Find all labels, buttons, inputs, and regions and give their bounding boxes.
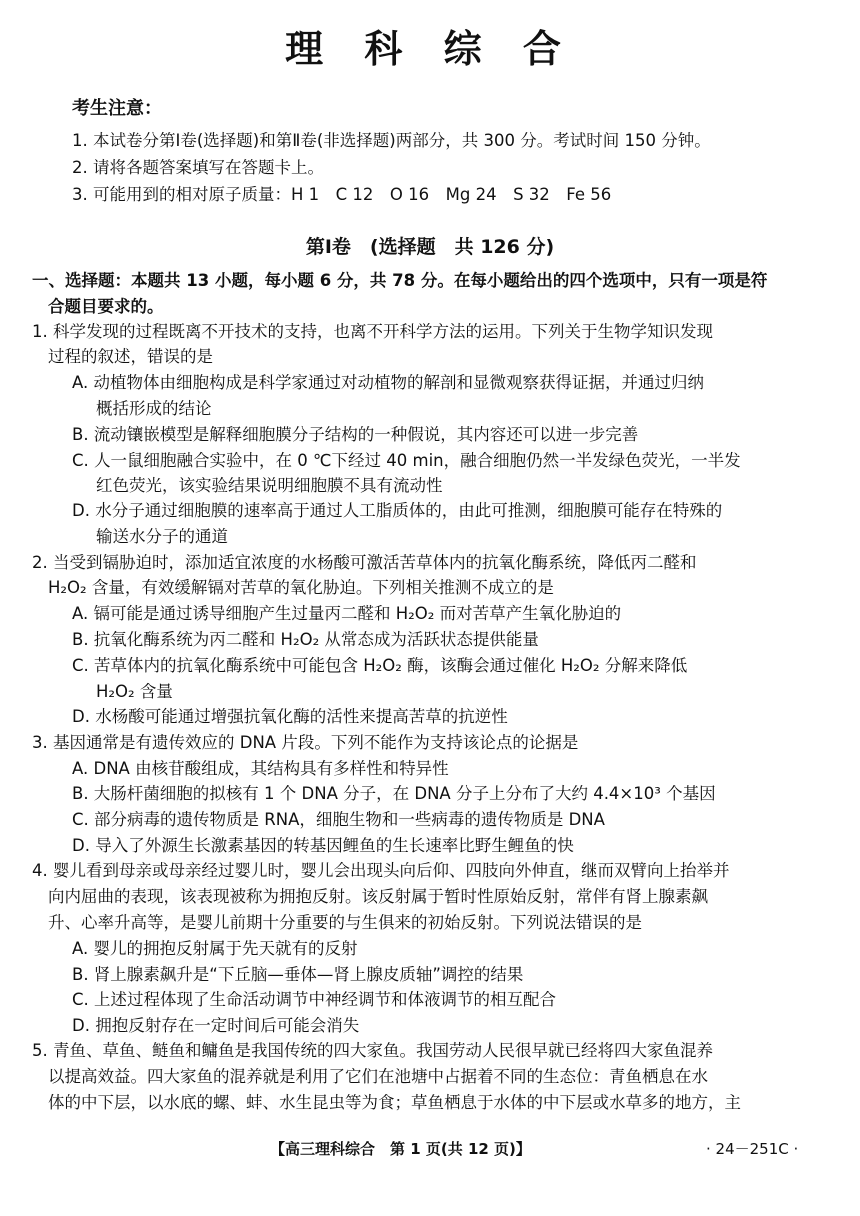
question-3-stem: 3. 基因通常是有遗传效应的 DNA 片段。下列不能作为支持该论点的论据是 [32, 733, 579, 752]
notice-item: 1. 本试卷分第Ⅰ卷(选择题)和第Ⅱ卷(非选择题)两部分，共 300 分。考试时间 150 分钟。 [72, 131, 711, 150]
question-5-stem: 体的中下层，以水底的螺、蚌、水生昆虫等为食；草鱼栖息于水体的中下层或水草多的地方，主 [48, 1093, 741, 1112]
question-1-stem: 1. 科学发现的过程既离不开技术的支持，也离不开科学方法的运用。下列关于生物学知识发现 [32, 322, 713, 341]
option-c: C. 部分病毒的遗传物质是 RNA，细胞生物和一些病毒的遗传物质是 DNA [72, 810, 605, 829]
option-b: B. 抗氧化酶系统为丙二醛和 H₂O₂ 从常态成为活跃状态提供能量 [72, 630, 539, 649]
notice-item: 3. 可能用到的相对原子质量：H 1 C 12 O 16 Mg 24 S 32 Fe 56 [72, 185, 612, 204]
option-b: B. 大肠杆菌细胞的拟核有 1 个 DNA 分子，在 DNA 分子上分布了大约 4.4×10³ 个基因 [72, 784, 716, 803]
question-4-stem: 向内屈曲的表现，该表现被称为拥抱反射。该反射属于暂时性原始反射，常伴有肾上腺素飙 [48, 887, 708, 906]
option-d: D. 导入了外源生长激素基因的转基因鲤鱼的生长速率比野生鲤鱼的快 [72, 836, 574, 855]
option-d: D. 水杨酸可能通过增强抗氧化酶的活性来提高苦草的抗逆性 [72, 707, 508, 726]
paper-code: · 24－251C · [706, 1140, 799, 1158]
section-intro: 一、选择题：本题共 13 小题，每小题 6 分，共 78 分。在每小题给出的四个选项中，只有一项是符 [32, 271, 768, 290]
question-2-stem: 2. 当受到镉胁迫时，添加适宜浓度的水杨酸可激活苦草体内的抗氧化酶系统，降低丙二醛和 [32, 553, 697, 572]
option-b: B. 流动镶嵌模型是解释细胞膜分子结构的一种假说，其内容还可以进一步完善 [72, 425, 639, 444]
question-2-stem: H₂O₂ 含量，有效缓解镉对苦草的氧化胁迫。下列相关推测不成立的是 [48, 578, 554, 597]
section-title: 第Ⅰ卷 (选择题 共 126 分) [305, 236, 555, 258]
option-a: 概括形成的结论 [96, 399, 212, 418]
option-a: A. 动植物体由细胞构成是科学家通过对动植物的解剖和显微观察获得证据，并通过归纳 [72, 373, 704, 392]
notice-item: 2. 请将各题答案填写在答题卡上。 [72, 158, 324, 177]
page-title: 理 科 综 合 [285, 27, 575, 71]
option-c: C. 苦草体内的抗氧化酶系统中可能包含 H₂O₂ 酶，该酶会通过催化 H₂O₂ 分解来降低 [72, 656, 688, 675]
question-4-stem: 4. 婴儿看到母亲或母亲经过婴儿时，婴儿会出现头向后仰、四肢向外伸直，继而双臂向上抬举并 [32, 861, 730, 880]
question-4-stem: 升、心率升高等，是婴儿前期十分重要的与生俱来的初始反射。下列说法错误的是 [48, 913, 642, 932]
question-1-stem: 过程的叙述，错误的是 [48, 347, 213, 366]
page-footer: 【高三理科综合 第 1 页(共 12 页)】 [270, 1140, 531, 1158]
option-c: 红色荧光，该实验结果说明细胞膜不具有流动性 [96, 476, 443, 495]
notice-heading: 考生注意： [72, 98, 162, 119]
option-a: A. 婴儿的拥抱反射属于先天就有的反射 [72, 939, 358, 958]
option-b: B. 肾上腺素飙升是“下丘脑—垂体—肾上腺皮质轴”调控的结果 [72, 965, 524, 984]
option-d: D. 水分子通过细胞膜的速率高于通过人工脂质体的，由此可推测，细胞膜可能存在特殊的 [72, 501, 723, 520]
option-a: A. DNA 由核苷酸组成，其结构具有多样性和特异性 [72, 759, 449, 778]
option-c: C. 人一鼠细胞融合实验中，在 0 ℃下经过 40 min，融合细胞仍然一半发绿色荧光，一半发 [72, 451, 741, 470]
option-c: C. 上述过程体现了生命活动调节中神经调节和体液调节的相互配合 [72, 990, 557, 1009]
section-intro: 合题目要求的。 [48, 297, 164, 316]
option-d: D. 拥抱反射存在一定时间后可能会消失 [72, 1016, 360, 1035]
question-5-stem: 5. 青鱼、草鱼、鲢鱼和鳙鱼是我国传统的四大家鱼。我国劳动人民很早就已经将四大家鱼混养 [32, 1041, 713, 1060]
option-d: 输送水分子的通道 [96, 527, 228, 546]
question-5-stem: 以提高效益。四大家鱼的混养就是利用了它们在池塘中占据着不同的生态位：青鱼栖息在水 [48, 1067, 708, 1086]
option-a: A. 镉可能是通过诱导细胞产生过量丙二醛和 H₂O₂ 而对苦草产生氧化胁迫的 [72, 604, 622, 623]
option-c: H₂O₂ 含量 [96, 682, 173, 701]
